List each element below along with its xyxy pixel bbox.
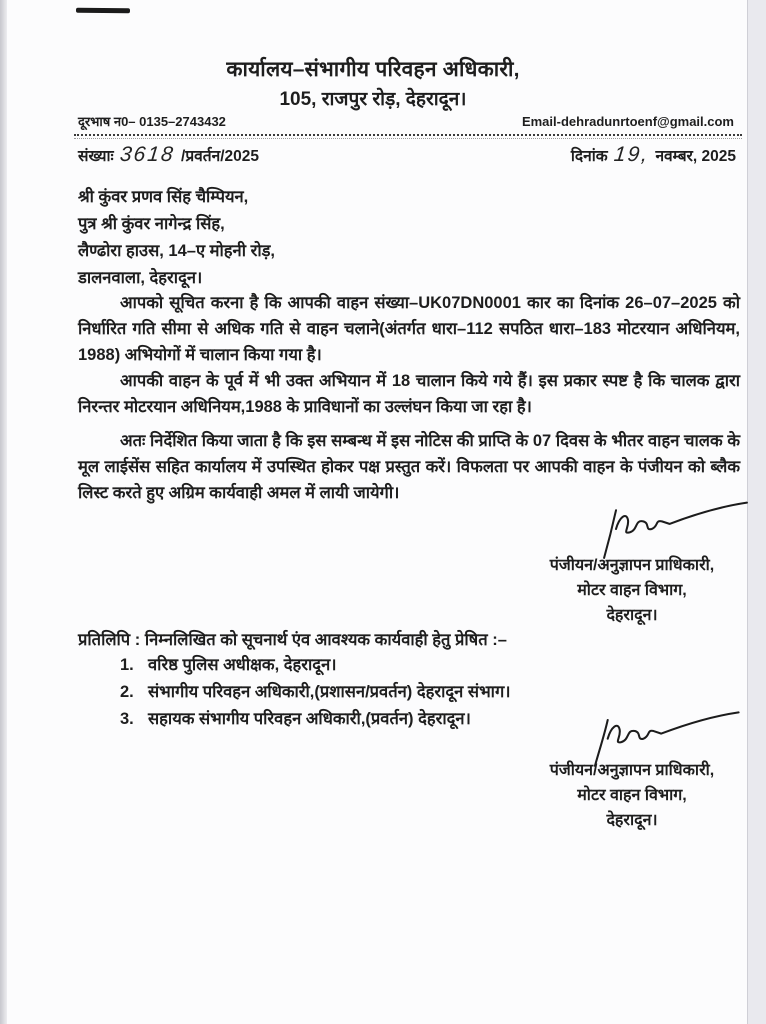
issue-date	[571, 143, 736, 167]
signatory-block	[518, 553, 746, 628]
copy-item-number: 3.	[120, 710, 134, 728]
copy-list-item	[120, 679, 511, 706]
recipient-address-block	[78, 184, 275, 292]
phone-number: दूरभाष न0– 0135–2743432	[78, 114, 226, 129]
signatory-place: देहरादून।	[606, 812, 658, 829]
reference-number-prefix: संख्याः	[78, 148, 114, 165]
copy-item-text: संभागीय परिवहन अधिकारी,(प्रशासन/प्रवर्तन) देहरादून संभाग।	[148, 683, 511, 701]
signatory-department: मोटर वाहन विभाग,	[577, 787, 687, 804]
copy-list-item	[120, 706, 511, 733]
copy-item-text: सहायक संभागीय परिवहन अधिकारी,(प्रवर्तन) देहरादून।	[148, 710, 471, 728]
copy-section-heading: प्रतिलिपि : निम्नलिखित को सूचनार्थ एंव आवश्यक कार्यवाही हेतु प्रेषित :–	[78, 631, 507, 649]
signatory-place: देहरादून।	[606, 607, 658, 624]
body-paragraph-3: अतः निर्देशित किया जाता है कि इस सम्बन्ध में इस नोटिस की प्राप्ति के 07 दिवस के भीतर वाहन चालक के मूल लाईसेंस सहित कार्यालय में उपस्थित होकर पक्ष प्रस्तुत करें। विफलता पर आपकी वाहन के पंजीयन को ब्लैक लिस्ट करते हुए अग्रिम कार्यवाही अमल में लायी जायेगी।	[78, 432, 740, 502]
signature-mark	[582, 498, 752, 560]
reference-number-handwritten: 3618	[118, 143, 176, 166]
signatory-designation: पंजीयन/अनुज्ञापन प्राधिकारी,	[549, 762, 715, 779]
body-paragraph-2: आपकी वाहन के पूर्व में भी उक्त अभियान में 18 चालान किये गये हैं। इस प्रकार स्पष्ट है कि चालक द्वारा निरन्तर मोटरयान अधिनियम,1988 के प्राविधानों का उल्लंघन किया जा रहा है।	[78, 372, 740, 416]
recipient-line: डालनवाला, देहरादून।	[78, 269, 203, 287]
copy-item-text: वरिष्ठ पुलिस अधीक्षक, देहरादून।	[148, 656, 337, 674]
signatory-designation: पंजीयन/अनुज्ञापन प्राधिकारी,	[549, 557, 715, 574]
signatory-block	[518, 758, 746, 833]
reference-row	[78, 143, 736, 167]
date-prefix: दिनांक	[570, 148, 608, 165]
reference-number	[78, 143, 259, 167]
dotted-separator	[74, 134, 742, 139]
body-paragraph-1: आपको सूचित करना है कि आपकी वाहन संख्या–UK07DN0001 कार का दिनांक 26–07–2025 को निर्धारित गति सीमा से अधिक गति से वाहन चलाने(अंतर्गत धारा–112 सपठित धारा–183 मोटरयान अधिनियम, 1988) अभियोगों में चालान किया गया है।	[78, 294, 740, 364]
scan-smudge-artifact	[76, 8, 130, 14]
email-address: Email-dehradunrtoenf@gmail.com	[521, 114, 734, 129]
copy-item-number: 1.	[120, 656, 134, 674]
signatory-department: मोटर वाहन विभाग,	[577, 582, 687, 599]
copy-recipient-list	[120, 652, 511, 733]
office-name: कार्यालय–संभागीय परिवहन अधिकारी,	[226, 58, 520, 81]
recipient-line: पुत्र श्री कुंवर नागेन्द्र सिंह,	[78, 215, 225, 233]
recipient-line: लैण्ढोरा हाउस, 14–ए मोहनी रोड़,	[78, 242, 276, 260]
copy-item-number: 2.	[120, 683, 134, 701]
scan-edge-left	[0, 0, 7, 1024]
contact-row	[78, 112, 734, 130]
reference-number-suffix: /प्रवर्तन/2025	[181, 148, 260, 165]
copy-list-item	[120, 652, 511, 679]
recipient-line: श्री कुंवर प्रणव सिंह चैम्पियन,	[78, 188, 249, 206]
office-address: 105, राजपुर रोड़, देहरादून।	[279, 89, 467, 110]
date-suffix: नवम्बर, 2025	[655, 148, 736, 165]
date-handwritten: 19,	[612, 143, 651, 166]
